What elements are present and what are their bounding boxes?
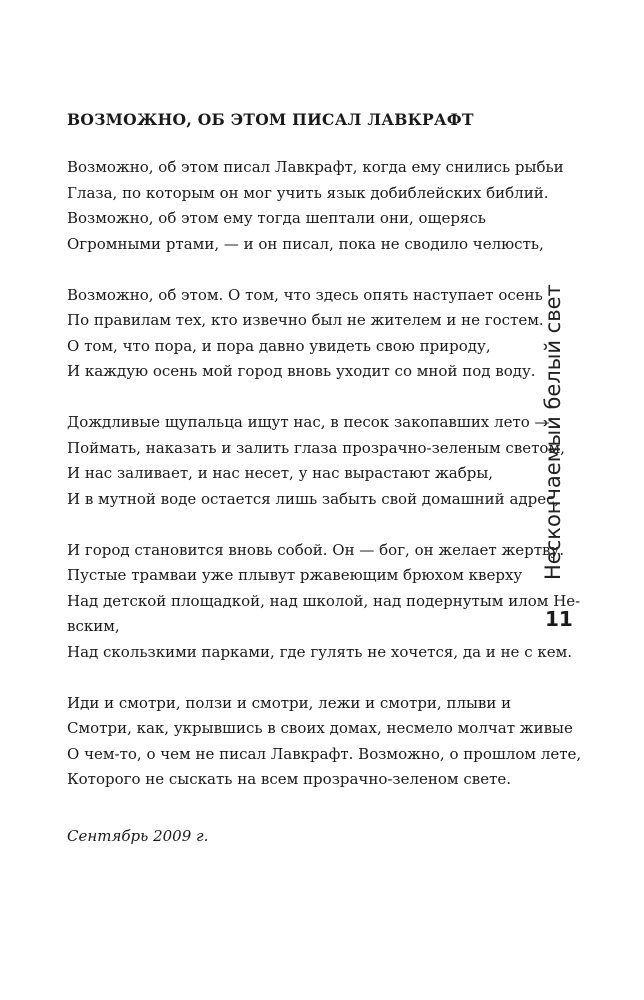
poem-date: Сентябрь 2009 г. — [67, 827, 209, 845]
poem-line: Смотри, как, укрывшись в своих домах, несмело молчат живые — [67, 719, 573, 737]
poem-line: И нас заливает, и нас несет, у нас вырастают жабры, — [67, 464, 494, 482]
stanza — [67, 691, 582, 793]
poem-line: Возможно, об этом. О том, что здесь опять наступает осень — [67, 285, 543, 304]
poem-line: Дождливые щупальца ищут нас, в песок закопавших лето — — [67, 413, 550, 431]
stanza — [67, 155, 564, 257]
poem-line: По правилам тех, кто извечно был не жителем и не гостем. — [67, 311, 544, 329]
poem-line: Над детской площадкой, над школой, над подернутым илом Не- — [67, 591, 581, 610]
poem-line: Над скользкими парками, где гулять не хочется, да и не с кем. — [67, 642, 573, 661]
poem-line: И город становится вновь собой. Он — бог, он желает жертву. — [67, 540, 565, 559]
poem-title: ВОЗМОЖНО, ОБ ЭТОМ ПИСАЛ ЛАВКРАФТ — [67, 110, 474, 129]
stanza — [67, 410, 565, 512]
running-head-book-title: Нескончаемый белый свет — [541, 284, 565, 580]
poem-line: Которого не сыскать на всем прозрачно-зеленом свете. — [67, 770, 512, 788]
poem-line: О чем-то, о чем не писал Лавкрафт. Возможно, о прошлом лете, — [67, 744, 582, 763]
poem-line: Поймать, наказать и залить глаза прозрачно-зеленым светом, — [67, 438, 565, 457]
poem-line: Иди и смотри, ползи и смотри, лежи и смотри, плыви и — [67, 693, 512, 712]
poem-line: И каждую осень мой город вновь уходит со мной под воду. — [67, 362, 536, 380]
poem-line: И в мутной воде остается лишь забыть свой домашний адрес, — [67, 489, 560, 508]
poem-line: Огромными ртами, — и он писал, пока не сводило челюсть, — [67, 234, 544, 253]
poem-line: Пустые трамваи уже плывут ржавеющим брюхом кверху — [67, 566, 523, 584]
poem-line: вским, — [67, 617, 120, 635]
page-number: 11 — [545, 607, 573, 631]
poem-line: О том, что пора, и пора давно увидеть свою природу, — [67, 336, 491, 355]
poem-line: Возможно, об этом писал Лавкрафт, когда ему снились рыбьи — [67, 158, 564, 176]
poem-line: Глаза, по которым он мог учить язык добиблейских библий. — [67, 183, 549, 202]
stanza — [67, 283, 544, 385]
poem-line: Возможно, об этом ему тогда шептали они, ощерясь — [67, 209, 486, 227]
